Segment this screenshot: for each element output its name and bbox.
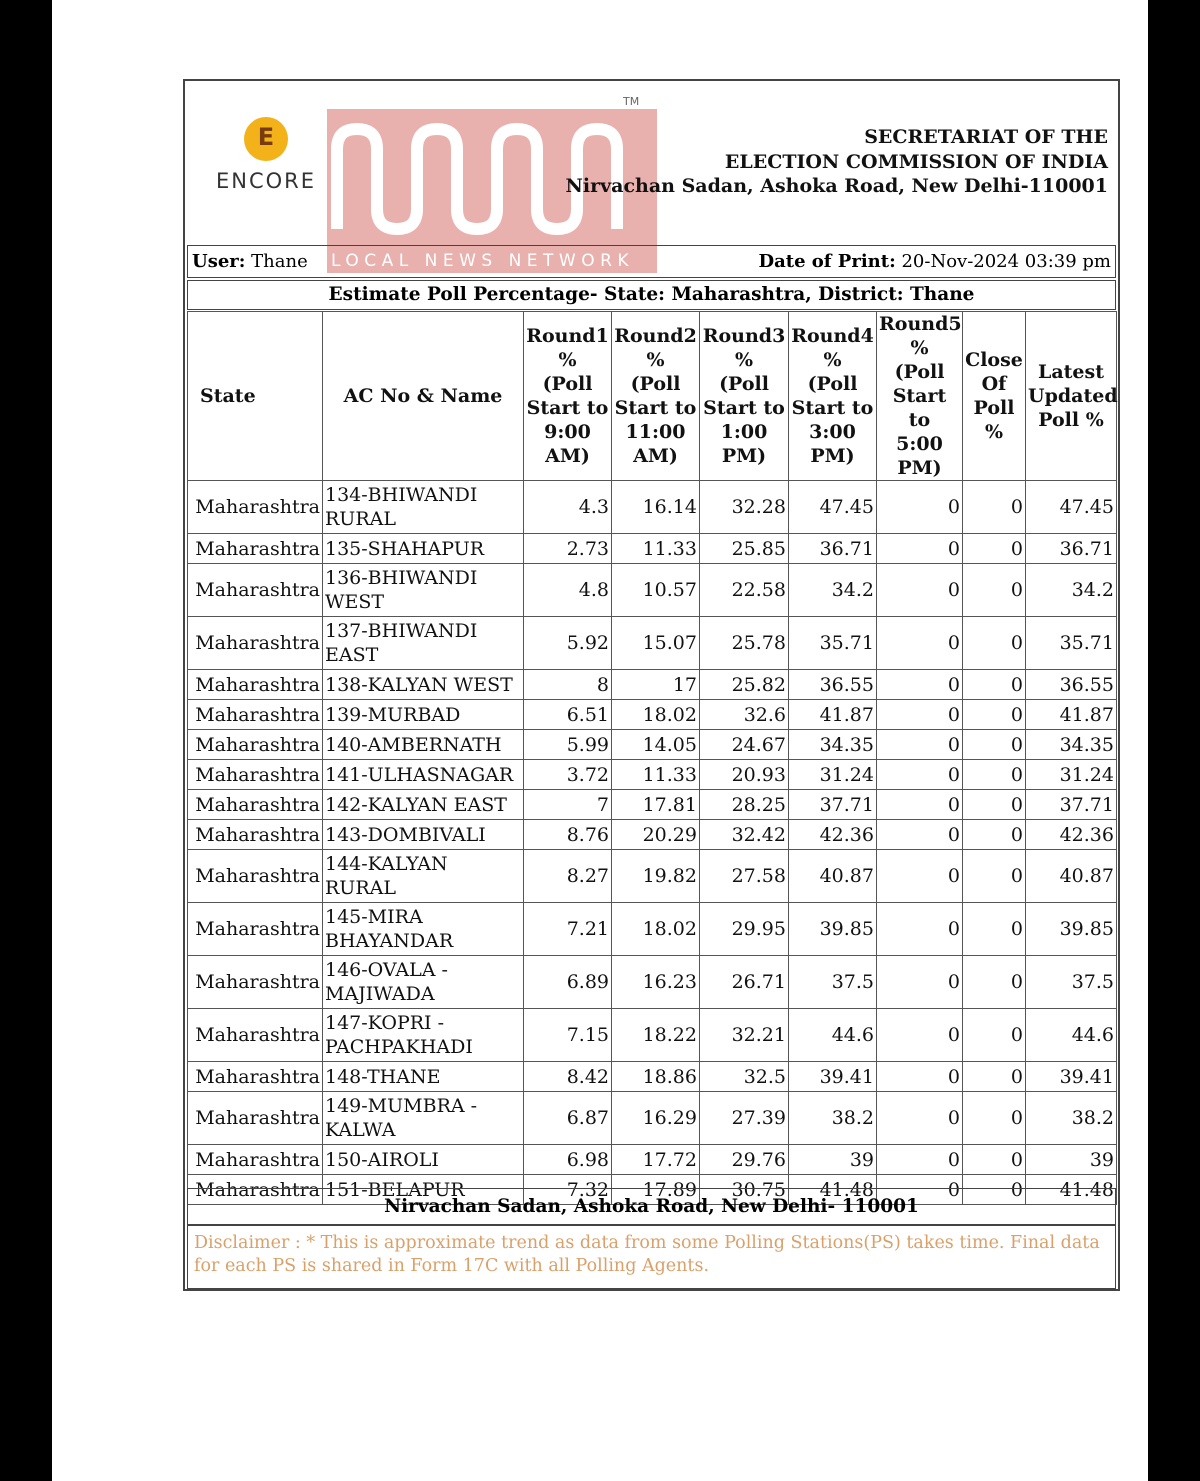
round2-cell: 16.14 <box>612 481 700 534</box>
col-round1-line: Start to <box>526 397 609 419</box>
col-latest-line: Updated <box>1028 385 1118 407</box>
round5-cell: 0 <box>877 820 963 850</box>
ac-name-cell: 142-KALYAN EAST <box>323 790 524 820</box>
round5-cell: 0 <box>877 1092 963 1145</box>
round1-cell: 5.92 <box>524 617 612 670</box>
latest-cell: 36.71 <box>1026 534 1117 564</box>
round1-cell: 8.42 <box>524 1062 612 1092</box>
col-round5-line: Start to <box>892 385 947 431</box>
round5-cell: 0 <box>877 617 963 670</box>
footer-address: Nirvachan Sadan, Ashoka Road, New Delhi- 110001 <box>187 1188 1116 1225</box>
round5-cell: 0 <box>877 1062 963 1092</box>
table-row <box>188 820 1117 850</box>
state-cell: Maharashtra <box>188 617 323 670</box>
round1-cell: 5.99 <box>524 730 612 760</box>
round4-cell: 34.35 <box>789 730 877 760</box>
state-cell: Maharashtra <box>188 1092 323 1145</box>
col-round3-line: Round3 <box>702 325 786 347</box>
close-cell: 0 <box>963 956 1026 1009</box>
col-round2-line: % <box>646 349 665 371</box>
table-row <box>188 1062 1117 1092</box>
round1-cell: 7.21 <box>524 903 612 956</box>
state-cell: Maharashtra <box>188 534 323 564</box>
ac-name-cell: 139-MURBAD <box>323 700 524 730</box>
ac-name-cell: 146-OVALA - MAJIWADA <box>323 956 524 1009</box>
latest-cell: 34.2 <box>1026 564 1117 617</box>
latest-cell: 41.87 <box>1026 700 1117 730</box>
col-round1-line: Round1 <box>526 325 609 347</box>
col-latest-line: Poll % <box>1038 409 1104 431</box>
close-cell: 0 <box>963 617 1026 670</box>
round4-cell: 41.48 <box>789 1175 877 1205</box>
table-row <box>188 534 1117 564</box>
state-cell: Maharashtra <box>188 730 323 760</box>
header-line-1: SECRETARIAT OF THE <box>864 126 1108 148</box>
ac-name-cell: 149-MUMBRA - KALWA <box>323 1092 524 1145</box>
round2-cell: 15.07 <box>612 617 700 670</box>
col-close <box>963 312 1026 481</box>
state-cell: Maharashtra <box>188 1175 323 1205</box>
round2-cell: 18.86 <box>612 1062 700 1092</box>
latest-cell: 40.87 <box>1026 850 1117 903</box>
paper <box>52 0 1148 1481</box>
ac-name-cell: 143-DOMBIVALI <box>323 820 524 850</box>
round5-cell: 0 <box>877 730 963 760</box>
round4-cell: 47.45 <box>789 481 877 534</box>
table-row <box>188 730 1117 760</box>
close-cell: 0 <box>963 760 1026 790</box>
round1-cell: 6.89 <box>524 956 612 1009</box>
round1-cell: 8.27 <box>524 850 612 903</box>
round3-cell: 22.58 <box>700 564 789 617</box>
ac-name-cell: 147-KOPRI - PACHPAKHADI <box>323 1009 524 1062</box>
round4-cell: 34.2 <box>789 564 877 617</box>
encore-logo-icon: E <box>244 117 288 161</box>
state-cell: Maharashtra <box>188 1145 323 1175</box>
encore-logo-text: ENCORE <box>215 169 317 193</box>
table-row <box>188 790 1117 820</box>
latest-cell: 37.5 <box>1026 956 1117 1009</box>
round2-cell: 19.82 <box>612 850 700 903</box>
close-cell: 0 <box>963 850 1026 903</box>
col-state: State <box>188 312 323 481</box>
header-line-3: Nirvachan Sadan, Ashoka Road, New Delhi-110001 <box>565 175 1108 197</box>
close-cell: 0 <box>963 481 1026 534</box>
state-cell: Maharashtra <box>188 903 323 956</box>
round2-cell: 10.57 <box>612 564 700 617</box>
round5-cell: 0 <box>877 481 963 534</box>
round1-cell: 4.3 <box>524 481 612 534</box>
report-sheet <box>183 79 1120 1291</box>
print-date-value: 20-Nov-2024 03:39 pm <box>901 251 1111 272</box>
round2-cell: 11.33 <box>612 760 700 790</box>
state-cell: Maharashtra <box>188 1009 323 1062</box>
latest-cell: 37.71 <box>1026 790 1117 820</box>
col-ac: AC No & Name <box>323 312 524 481</box>
table-header-row <box>188 312 1117 481</box>
latest-cell: 42.36 <box>1026 820 1117 850</box>
ac-name-cell: 138-KALYAN WEST <box>323 670 524 700</box>
round1-cell: 8 <box>524 670 612 700</box>
round2-cell: 11.33 <box>612 534 700 564</box>
round5-cell: 0 <box>877 534 963 564</box>
col-round1-line: (Poll <box>542 373 593 395</box>
round4-cell: 39.41 <box>789 1062 877 1092</box>
round1-cell: 7.32 <box>524 1175 612 1205</box>
header-line-2: ELECTION COMMISSION OF INDIA <box>724 150 1108 173</box>
col-round5 <box>877 312 963 481</box>
table-row <box>188 760 1117 790</box>
round3-cell: 30.75 <box>700 1175 789 1205</box>
close-cell: 0 <box>963 670 1026 700</box>
user-bar <box>187 245 1116 278</box>
round5-cell: 0 <box>877 700 963 730</box>
round3-cell: 28.25 <box>700 790 789 820</box>
round3-cell: 27.58 <box>700 850 789 903</box>
state-cell: Maharashtra <box>188 956 323 1009</box>
table-row <box>188 1092 1117 1145</box>
col-round4-line: % <box>823 349 842 371</box>
round4-cell: 36.55 <box>789 670 877 700</box>
user-info: User: Thane <box>192 251 308 272</box>
round4-cell: 37.71 <box>789 790 877 820</box>
round4-cell: 39 <box>789 1145 877 1175</box>
round5-cell: 0 <box>877 790 963 820</box>
close-cell: 0 <box>963 1092 1026 1145</box>
round5-cell: 0 <box>877 1145 963 1175</box>
col-round5-line: 5:00 <box>896 433 943 455</box>
round1-cell: 6.98 <box>524 1145 612 1175</box>
ac-name-cell: 140-AMBERNATH <box>323 730 524 760</box>
round4-cell: 31.24 <box>789 760 877 790</box>
round1-cell: 6.87 <box>524 1092 612 1145</box>
col-round4-line: 3:00 <box>809 421 856 443</box>
latest-cell: 44.6 <box>1026 1009 1117 1062</box>
ac-name-cell: 150-AIROLI <box>323 1145 524 1175</box>
col-close-line: Close <box>965 349 1023 371</box>
col-round2-line: AM) <box>633 445 678 467</box>
poll-table <box>187 311 1117 1205</box>
round4-cell: 41.87 <box>789 700 877 730</box>
latest-cell: 36.55 <box>1026 670 1117 700</box>
close-cell: 0 <box>963 730 1026 760</box>
ac-name-cell: 135-SHAHAPUR <box>323 534 524 564</box>
round2-cell: 17 <box>612 670 700 700</box>
close-cell: 0 <box>963 790 1026 820</box>
round2-cell: 18.02 <box>612 700 700 730</box>
table-row <box>188 481 1117 534</box>
close-cell: 0 <box>963 1009 1026 1062</box>
col-round1 <box>524 312 612 481</box>
table-row <box>188 700 1117 730</box>
close-cell: 0 <box>963 564 1026 617</box>
round3-cell: 32.6 <box>700 700 789 730</box>
round3-cell: 29.76 <box>700 1145 789 1175</box>
round3-cell: 29.95 <box>700 903 789 956</box>
table-row <box>188 564 1117 617</box>
close-cell: 0 <box>963 700 1026 730</box>
col-round3 <box>700 312 789 481</box>
watermark-text: LOCAL NEWS NETWORK <box>327 249 657 273</box>
col-round5-line: (Poll <box>894 361 945 383</box>
table-row <box>188 1009 1117 1062</box>
col-round2-line: 11:00 <box>625 421 686 443</box>
round1-cell: 8.76 <box>524 820 612 850</box>
close-cell: 0 <box>963 1145 1026 1175</box>
round2-cell: 17.72 <box>612 1145 700 1175</box>
round5-cell: 0 <box>877 1175 963 1205</box>
state-cell: Maharashtra <box>188 564 323 617</box>
latest-cell: 35.71 <box>1026 617 1117 670</box>
col-round4-line: (Poll <box>807 373 858 395</box>
state-cell: Maharashtra <box>188 760 323 790</box>
round4-cell: 40.87 <box>789 850 877 903</box>
round2-cell: 14.05 <box>612 730 700 760</box>
latest-cell: 39.41 <box>1026 1062 1117 1092</box>
watermark-tm: TM <box>623 95 640 108</box>
round1-cell: 3.72 <box>524 760 612 790</box>
latest-cell: 41.48 <box>1026 1175 1117 1205</box>
col-round2-line: (Poll <box>630 373 681 395</box>
round3-cell: 32.42 <box>700 820 789 850</box>
col-round5-line: Round5 <box>879 313 962 335</box>
table-row <box>188 903 1117 956</box>
round1-cell: 2.73 <box>524 534 612 564</box>
state-cell: Maharashtra <box>188 670 323 700</box>
ac-name-cell: 137-BHIWANDI EAST <box>323 617 524 670</box>
state-cell: Maharashtra <box>188 481 323 534</box>
round5-cell: 0 <box>877 956 963 1009</box>
state-cell: Maharashtra <box>188 790 323 820</box>
latest-cell: 47.45 <box>1026 481 1117 534</box>
col-round3-line: 1:00 <box>720 421 768 443</box>
table-row <box>188 670 1117 700</box>
col-round4 <box>789 312 877 481</box>
close-cell: 0 <box>963 1175 1026 1205</box>
round1-cell: 6.51 <box>524 700 612 730</box>
ac-name-cell: 141-ULHASNAGAR <box>323 760 524 790</box>
col-round1-line: AM) <box>545 445 590 467</box>
user-value: Thane <box>251 251 308 272</box>
latest-cell: 39 <box>1026 1145 1117 1175</box>
print-date: Date of Print: 20-Nov-2024 03:39 pm <box>758 251 1111 272</box>
round4-cell: 39.85 <box>789 903 877 956</box>
col-round1-line: % <box>558 349 577 371</box>
round3-cell: 24.67 <box>700 730 789 760</box>
round3-cell: 20.93 <box>700 760 789 790</box>
col-round1-line: 9:00 <box>544 421 591 443</box>
ac-name-cell: 145-MIRA BHAYANDAR <box>323 903 524 956</box>
col-latest-line: Latest <box>1037 361 1104 383</box>
disclaimer: Disclaimer : * This is approximate trend as data from some Polling Stations(PS) takes time. Final data for each PS is shared in Form 17C with all Polling Agents. <box>187 1225 1116 1289</box>
secretariat-header <box>566 125 1109 199</box>
round4-cell: 44.6 <box>789 1009 877 1062</box>
close-cell: 0 <box>963 903 1026 956</box>
state-cell: Maharashtra <box>188 700 323 730</box>
round5-cell: 0 <box>877 564 963 617</box>
ac-name-cell: 144-KALYAN RURAL <box>323 850 524 903</box>
col-close-line: Poll <box>973 397 1015 419</box>
round3-cell: 32.5 <box>700 1062 789 1092</box>
report-title: Estimate Poll Percentage- State: Maharashtra, District: Thane <box>187 280 1116 310</box>
round4-cell: 42.36 <box>789 820 877 850</box>
close-cell: 0 <box>963 1062 1026 1092</box>
ac-name-cell: 151-BELAPUR <box>323 1175 524 1205</box>
round3-cell: 26.71 <box>700 956 789 1009</box>
col-round4-line: Round4 <box>791 325 874 347</box>
state-cell: Maharashtra <box>188 820 323 850</box>
round5-cell: 0 <box>877 1009 963 1062</box>
round4-cell: 37.5 <box>789 956 877 1009</box>
round4-cell: 38.2 <box>789 1092 877 1145</box>
round3-cell: 25.82 <box>700 670 789 700</box>
round5-cell: 0 <box>877 760 963 790</box>
round1-cell: 7.15 <box>524 1009 612 1062</box>
latest-cell: 31.24 <box>1026 760 1117 790</box>
state-cell: Maharashtra <box>188 1062 323 1092</box>
col-round4-line: Start to <box>791 397 874 419</box>
round2-cell: 16.29 <box>612 1092 700 1145</box>
latest-cell: 34.35 <box>1026 730 1117 760</box>
round2-cell: 20.29 <box>612 820 700 850</box>
table-row <box>188 956 1117 1009</box>
ac-name-cell: 148-THANE <box>323 1062 524 1092</box>
round3-cell: 27.39 <box>700 1092 789 1145</box>
col-round2-line: Round2 <box>614 325 697 347</box>
round5-cell: 0 <box>877 903 963 956</box>
round2-cell: 16.23 <box>612 956 700 1009</box>
table-row <box>188 850 1117 903</box>
latest-cell: 38.2 <box>1026 1092 1117 1145</box>
round3-cell: 32.28 <box>700 481 789 534</box>
round1-cell: 7 <box>524 790 612 820</box>
col-close-line: % <box>984 421 1004 443</box>
round5-cell: 0 <box>877 670 963 700</box>
ac-name-cell: 134-BHIWANDI RURAL <box>323 481 524 534</box>
round2-cell: 18.02 <box>612 903 700 956</box>
round2-cell: 17.89 <box>612 1175 700 1205</box>
col-round2-line: Start to <box>614 397 697 419</box>
col-round3-line: PM) <box>721 445 767 467</box>
state-cell: Maharashtra <box>188 850 323 903</box>
round2-cell: 17.81 <box>612 790 700 820</box>
col-round3-line: (Poll <box>719 373 769 395</box>
col-round3-line: % <box>734 349 754 371</box>
ac-name-cell: 136-BHIWANDI WEST <box>323 564 524 617</box>
table-row <box>188 617 1117 670</box>
col-round3-line: Start to <box>703 397 785 419</box>
close-cell: 0 <box>963 534 1026 564</box>
round3-cell: 25.78 <box>700 617 789 670</box>
table-row <box>188 1145 1117 1175</box>
col-close-line: Of <box>981 373 1007 395</box>
col-round5-line: PM) <box>897 457 942 479</box>
close-cell: 0 <box>963 820 1026 850</box>
encore-logo <box>211 117 321 193</box>
round4-cell: 35.71 <box>789 617 877 670</box>
col-round2 <box>612 312 700 481</box>
col-round4-line: PM) <box>810 445 855 467</box>
round3-cell: 32.21 <box>700 1009 789 1062</box>
round1-cell: 4.8 <box>524 564 612 617</box>
latest-cell: 39.85 <box>1026 903 1117 956</box>
round3-cell: 25.85 <box>700 534 789 564</box>
round2-cell: 18.22 <box>612 1009 700 1062</box>
col-latest <box>1026 312 1117 481</box>
col-round5-line: % <box>910 337 929 359</box>
round5-cell: 0 <box>877 850 963 903</box>
round4-cell: 36.71 <box>789 534 877 564</box>
